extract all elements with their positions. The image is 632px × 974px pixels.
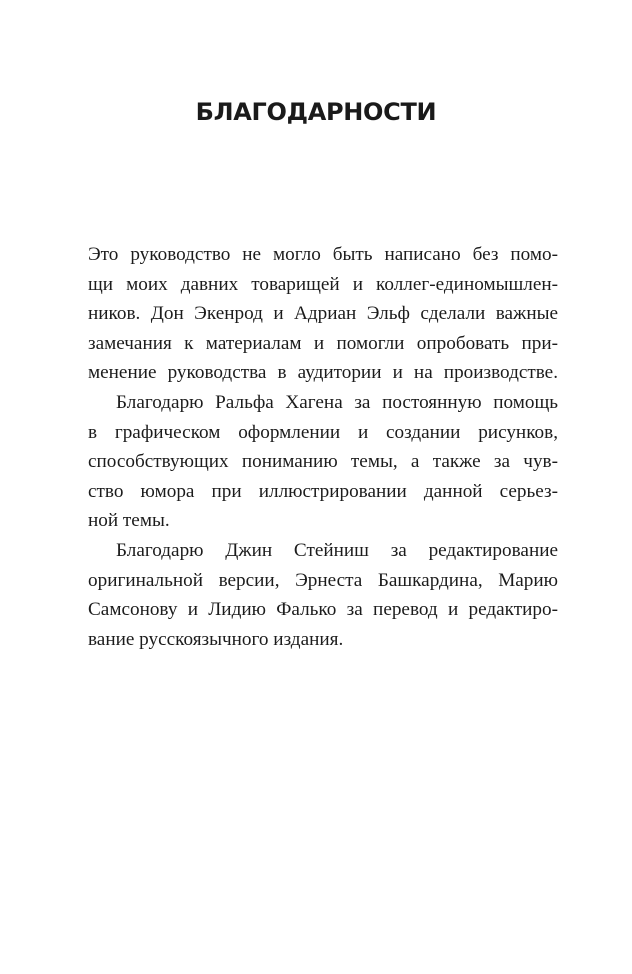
text-line: оригинальной версии, Эрнеста Башкардина, Марию bbox=[88, 569, 558, 591]
text-line: ной темы. bbox=[88, 510, 170, 532]
text-line: Благодарю Джин Стейниш за редактирование bbox=[116, 539, 558, 561]
page-title: БЛАГОДАРНОСТИ bbox=[195, 98, 437, 126]
text-line: способствующих пониманию темы, а также за чув- bbox=[88, 451, 558, 473]
text-line: вание русскоязычного издания. bbox=[88, 628, 344, 650]
text-line: ников. Дон Экенрод и Адриан Эльф сделали важные bbox=[88, 303, 558, 325]
acknowledgements-text bbox=[88, 240, 558, 654]
paragraph-3 bbox=[88, 536, 558, 654]
text-line: Самсонову и Лидию Фалько за перевод и редактиро- bbox=[88, 599, 558, 621]
text-line: менение руководства в аудитории и на производстве. bbox=[88, 362, 558, 384]
text-line: замечания к материалам и помогли опробовать при- bbox=[88, 332, 558, 354]
text-line: Это руководство не могло быть написано без помо- bbox=[88, 244, 558, 265]
text-line: в графическом оформлении и создании рисунков, bbox=[88, 421, 558, 443]
paragraph-2 bbox=[88, 388, 558, 536]
text-line: Благодарю Ральфа Хагена за постоянную помощь bbox=[116, 391, 558, 413]
text-line: ство юмора при иллюстрировании данной серьез- bbox=[88, 480, 558, 502]
paragraph-1 bbox=[88, 240, 558, 388]
text-line: щи моих давних товарищей и коллег-единомышлен- bbox=[88, 273, 558, 295]
